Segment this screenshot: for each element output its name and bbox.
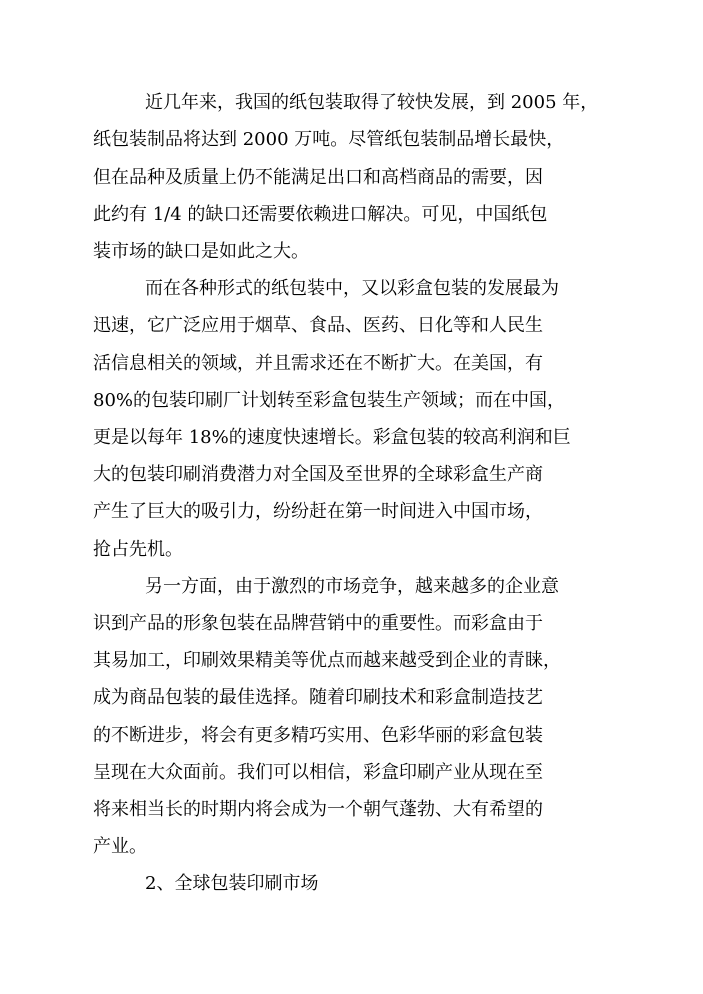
text-line: 此约有 1/4 的缺口还需要依赖进口解决。可见，中国纸包	[93, 204, 548, 225]
text-line: 成为商品包装的最佳选择。随着印刷技术和彩盒制造技艺	[93, 687, 543, 708]
text-line: 近几年来，我国的纸包装取得了较快发展，到 2005 年，	[145, 92, 599, 113]
text-line: 另一方面，由于激烈的市场竞争，越来越多的企业意	[145, 576, 559, 597]
text-line: 将来相当长的时期内将会成为一个朝气蓬勃、大有希望的	[93, 799, 543, 820]
section-heading: 2、全球包装印刷市场	[145, 873, 319, 894]
text-line: 80%的包装印刷厂计划转至彩盒包装生产领域；而在中国，	[93, 390, 566, 411]
text-line: 但在品种及质量上仍不能满足出口和高档商品的需要，因	[93, 167, 543, 188]
text-line: 产生了巨大的吸引力，纷纷赶在第一时间进入中国市场，	[93, 501, 543, 522]
text-line: 呈现在大众面前。我们可以相信，彩盒印刷产业从现在至	[93, 762, 543, 783]
text-line: 识到产品的形象包装在品牌营销中的重要性。而彩盒由于	[93, 613, 543, 634]
text-line: 装市场的缺口是如此之大。	[93, 241, 309, 262]
text-line: 抢占先机。	[93, 539, 183, 560]
text-line: 的不断进步，将会有更多精巧实用、色彩华丽的彩盒包装	[93, 725, 543, 746]
text-line: 产业。	[93, 836, 147, 857]
text-line: 其易加工，印刷效果精美等优点而越来越受到企业的青睐，	[93, 650, 561, 671]
text-line: 纸包装制品将达到 2000 万吨。尽管纸包装制品增长最快，	[93, 129, 565, 150]
text-line: 迅速，它广泛应用于烟草、食品、医药、日化等和人民生	[93, 315, 543, 336]
text-line: 而在各种形式的纸包装中，又以彩盒包装的发展最为	[145, 278, 559, 299]
text-line: 活信息相关的领域，并且需求还在不断扩大。在美国，有	[93, 353, 543, 374]
text-line: 大的包装印刷消费潜力对全国及至世界的全球彩盒生产商	[93, 464, 543, 485]
text-line: 更是以每年 18%的速度快速增长。彩盒包装的较高利润和巨	[93, 427, 571, 448]
